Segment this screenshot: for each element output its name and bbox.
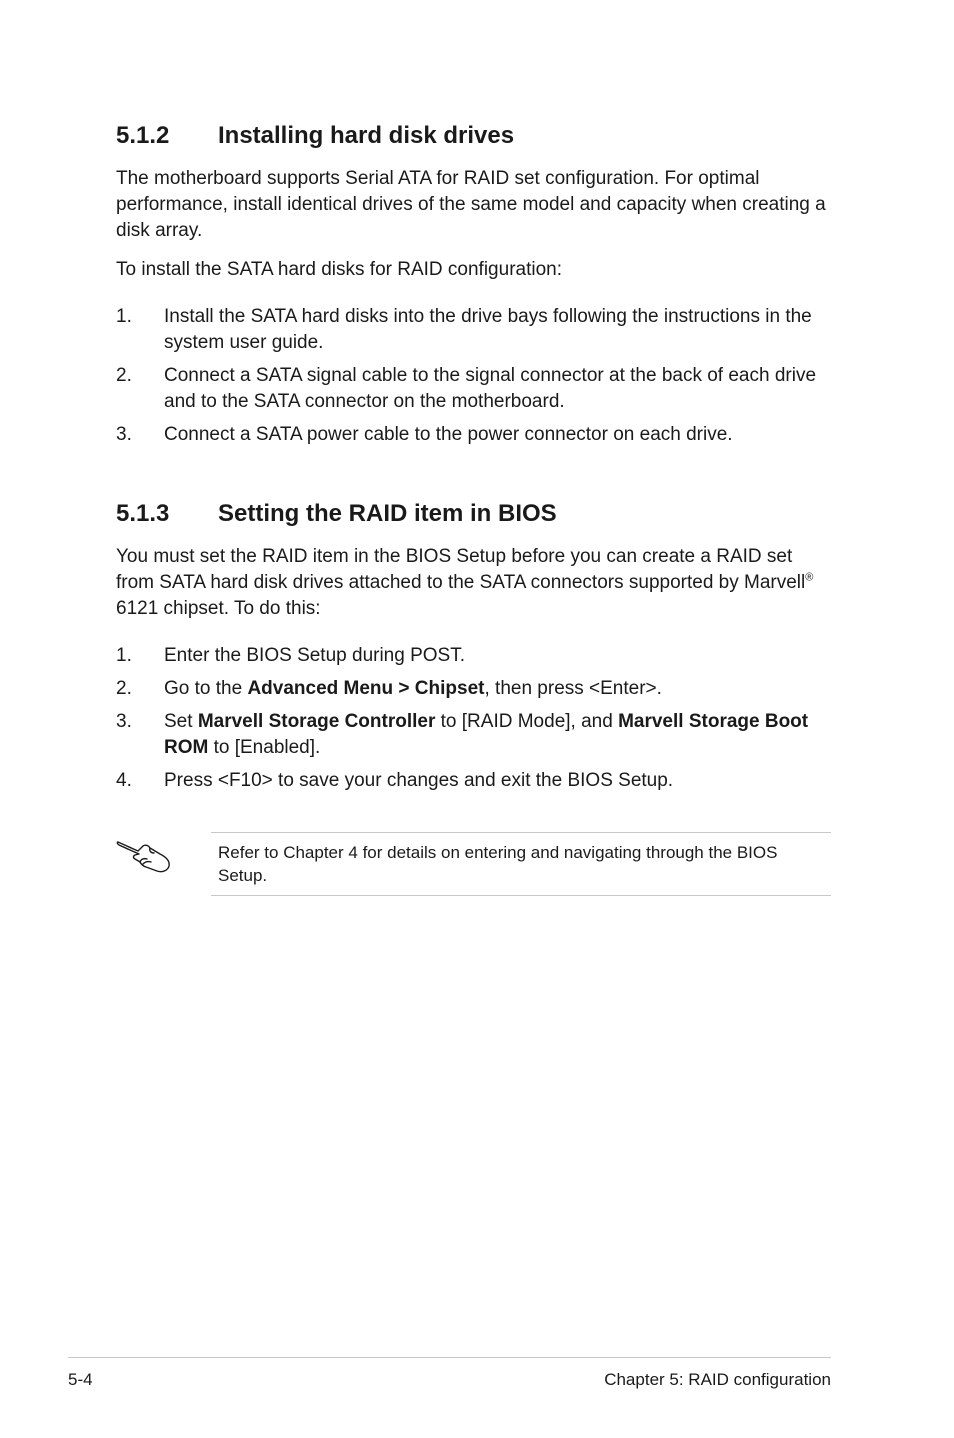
list-item: 4. Press <F10> to save your changes and exit the BIOS Setup. — [116, 770, 674, 791]
section-raid-bios — [116, 500, 832, 794]
section-title: Installing hard disk drives — [218, 122, 515, 149]
intro-paragraph: You must set the RAID item in the BIOS Setup before you can create a RAID set from SATA hard disk drives attached to the SATA connectors supported by Marvell® 6121 chipset. To do this: — [116, 546, 814, 619]
section-heading — [116, 122, 832, 150]
page-number: 5-4 — [68, 1370, 93, 1389]
bios-item-name: Marvell Storage Boot ROM — [164, 711, 809, 758]
chapter-title: Chapter 5: RAID configuration — [604, 1370, 831, 1389]
intro-paragraph: The motherboard supports Serial ATA for RAID set configuration. For optimal performance, install identical drives of the same model and capacity when creating a disk array. — [116, 168, 826, 241]
bios-steps-list — [116, 643, 832, 794]
section-number: 5.1.2 — [116, 122, 170, 149]
list-item: 3. Set Marvell Storage Controller to [RAID Mode], and Marvell Storage Boot ROM to [Enabled]. — [116, 711, 809, 758]
section-title: Setting the RAID item in BIOS — [218, 500, 557, 527]
list-item: 3. Connect a SATA power cable to the power connector on each drive. — [116, 424, 733, 445]
footer-divider — [68, 1357, 831, 1358]
note-box — [211, 832, 831, 896]
bios-item-name: Marvell Storage Controller — [197, 711, 436, 732]
install-steps-list — [116, 304, 832, 448]
list-item: 2. Connect a SATA signal cable to the signal connector at the back of each drive and to the SATA connector on the motherboard. — [116, 365, 817, 412]
section-number: 5.1.3 — [116, 500, 170, 527]
menu-path: Advanced Menu > Chipset — [247, 678, 485, 699]
pointing-hand-icon — [116, 833, 172, 875]
list-item: 1. Install the SATA hard disks into the drive bays following the instructions in the system user guide. — [116, 306, 812, 353]
lead-paragraph: To install the SATA hard disks for RAID configuration: — [116, 259, 562, 280]
note-text: Refer to Chapter 4 for details on entering and navigating through the BIOS Setup. — [218, 843, 778, 885]
registered-mark: ® — [805, 571, 814, 584]
list-item: 2. Go to the Advanced Menu > Chipset, then press <Enter>. — [116, 678, 662, 699]
list-item: 1. Enter the BIOS Setup during POST. — [116, 645, 465, 666]
section-heading — [116, 500, 832, 528]
section-installing-drives — [116, 122, 832, 448]
